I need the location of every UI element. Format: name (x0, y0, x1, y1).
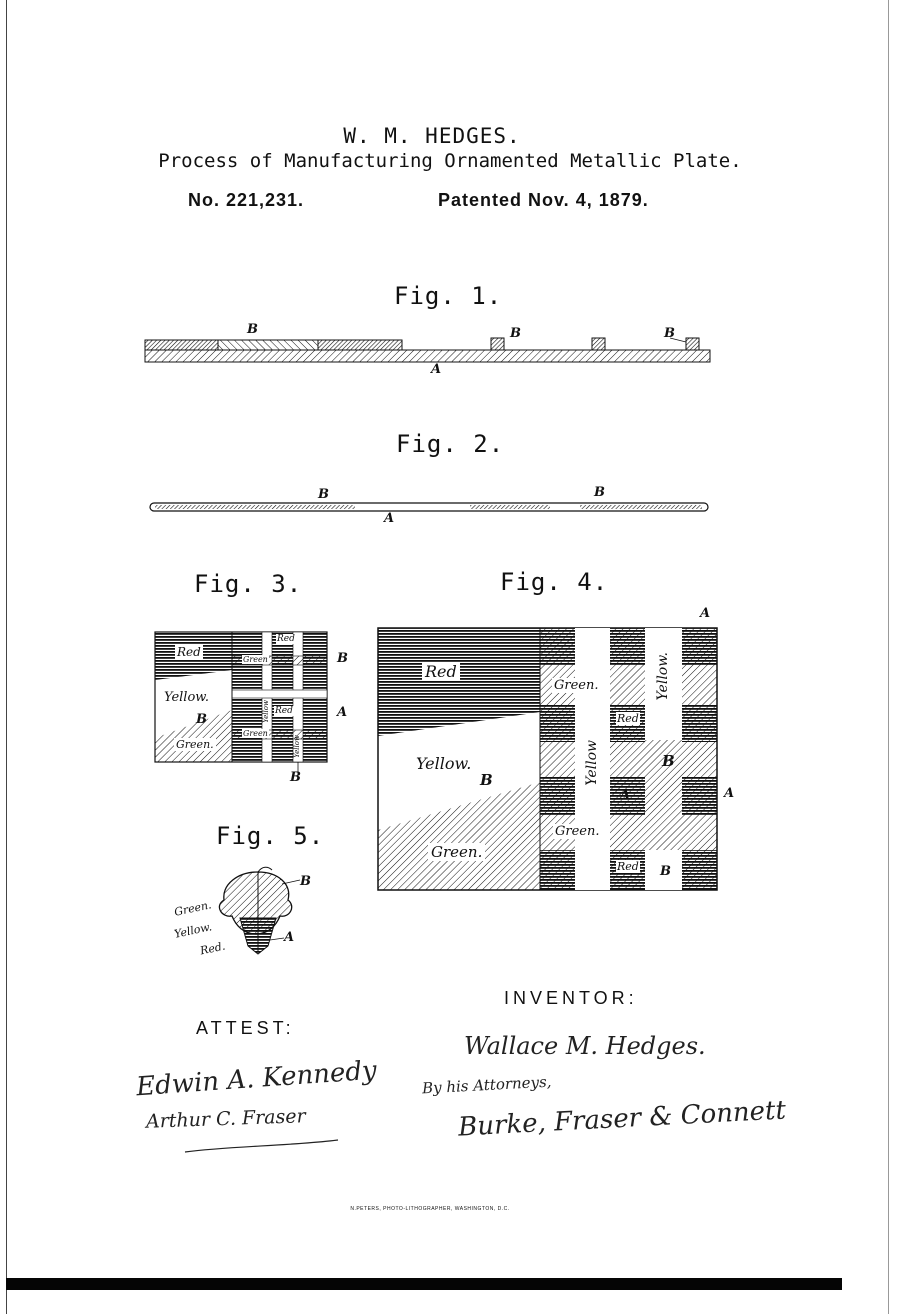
fig3-band-green1: Green (243, 655, 268, 664)
witness-signature-2: Arthur C. Fraser (145, 1105, 306, 1133)
fig1-ref-b2: B (510, 326, 521, 341)
fig1-drawing (145, 338, 710, 362)
fig3-band-green2: Green (243, 729, 268, 738)
fig4-band-green1: Green. (554, 678, 599, 693)
fig3-ref-a-right: A (337, 705, 348, 720)
fig4-ref-a-right: A (724, 786, 735, 801)
fig3-band-red2: Red (275, 706, 293, 716)
attorneys-by-line: By his Attorneys, (421, 1072, 552, 1098)
fig4-color-yellow: Yellow. (416, 754, 472, 773)
fig2-label: Fig. 2. (396, 430, 505, 458)
fig4-ref-b-right: B (662, 752, 675, 770)
fig1-ref-a: A (431, 362, 442, 377)
fig3-ref-b-bottom: B (290, 770, 301, 785)
inventor-heading: INVENTOR: (504, 988, 638, 1008)
fig4-color-red: Red (422, 662, 460, 681)
fig2-ref-a: A (384, 511, 395, 526)
fig4-band-red1: Red (617, 712, 639, 725)
patent-number: No. 221,231. (188, 190, 305, 210)
fig5-ref-a: A (284, 930, 295, 945)
fig4-ref-a-top: A (700, 606, 711, 621)
fig3-color-red: Red (177, 645, 201, 659)
fig2-ref-b1: B (318, 487, 329, 502)
fig4-color-green: Green. (428, 843, 485, 861)
attorneys-signature: Burke, Fraser & Connett (457, 1095, 787, 1143)
fig3-ref-b-mid: B (196, 712, 207, 727)
fig4-band-yellow2: Yellow. (655, 652, 671, 701)
fig1-ref-b3: B (664, 326, 675, 341)
fig5-label: Fig. 5. (216, 822, 325, 850)
fig4-ref-b-bottom: B (660, 864, 671, 879)
page-bottom-bar (6, 1278, 842, 1290)
fig4-band-green2: Green. (555, 824, 600, 839)
fig4-ref-b-mid: B (480, 771, 493, 789)
fig5-ref-b: B (300, 874, 311, 889)
patent-date: Patented Nov. 4, 1879. (438, 190, 649, 210)
inventor-signature: Wallace M. Hedges. (464, 1032, 706, 1060)
fig5-color-yellow: Yellow. (173, 920, 214, 941)
attest-heading: ATTEST: (196, 1018, 295, 1038)
fig3-color-yellow: Yellow. (164, 690, 210, 705)
patent-title: Process of Manufacturing Ornamented Metallic Plate. (158, 150, 742, 172)
printer-credit: N.PETERS, PHOTO-LITHOGRAPHER, WASHINGTON, D.C. (350, 1206, 510, 1212)
fig1-ref-b1: B (247, 322, 258, 337)
fig3-band-red1: Red (277, 634, 295, 644)
fig4-ref-a-inner: A (620, 788, 631, 803)
fig5-color-green: Green. (173, 898, 213, 919)
fig2-drawing (150, 503, 708, 511)
fig4-label: Fig. 4. (500, 568, 609, 596)
fig2-ref-b2: B (594, 485, 605, 500)
fig3-label: Fig. 3. (194, 570, 303, 598)
signature-flourish (185, 1140, 338, 1152)
fig3-band-yellow2: Yellow (293, 735, 301, 758)
witness-signature-1: Edwin A. Kennedy (135, 1055, 378, 1103)
fig1-label: Fig. 1. (394, 282, 503, 310)
fig3-ref-b-right: B (337, 651, 348, 666)
fig5-color-red: Red. (198, 939, 227, 958)
fig3-band-yellow1: Yellow (262, 700, 270, 723)
fig3-color-green: Green. (176, 738, 214, 751)
fig4-band-red2: Red (617, 860, 639, 873)
inventor-name-heading: W. M. HEDGES. (343, 124, 521, 148)
fig4-band-yellow1: Yellow (584, 740, 600, 786)
